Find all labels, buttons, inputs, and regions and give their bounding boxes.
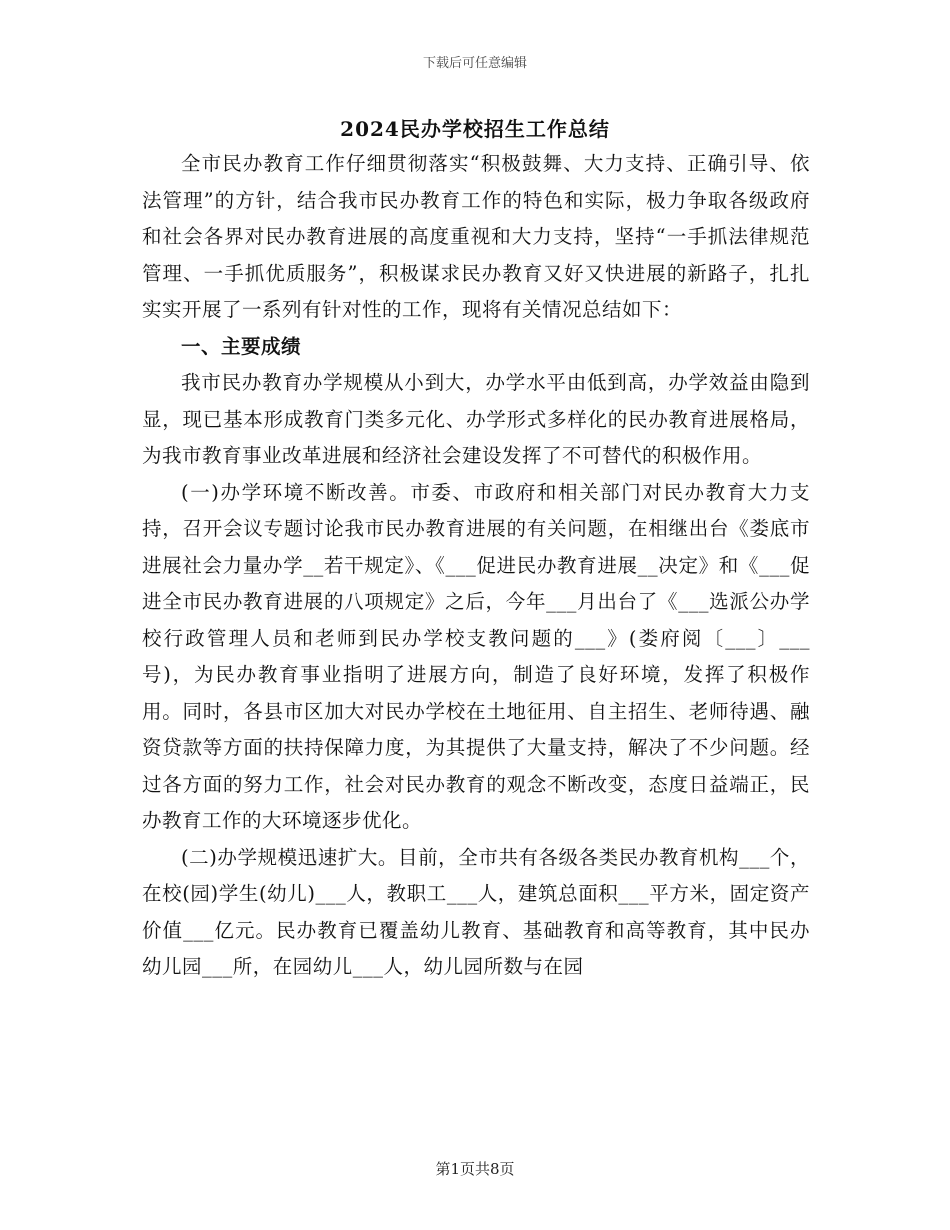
document-title: 2024民办学校招生工作总结 (340, 117, 610, 141)
page-header-note: 下载后可任意编辑 (422, 56, 527, 71)
page-number-footer: 第1页共8页 (435, 1160, 515, 1178)
achievements-summary-paragraph: 我市民办教育办学规模从小到大，办学水平由低到高，办学效益由隐到显，现已基本形成教育门类多元化、办学形式多样化的民办教育进展格局，为我市教育事业改革进展和经济社会建设发挥了不可替代的积极作用。 (142, 371, 810, 467)
environment-paragraph: (一)办学环境不断改善。市委、市政府和相关部门对民办教育大力支持，召开会议专题讨论我市民办教育进展的有关问题，在相继出台《娄底市进展社会力量办学__若干规定》、《___促进民办教育进展__决定》和《___促进全市民办教育进展的八项规定》之后，今年___月出台了《___选派公办学校行政管理人员和老师到民办学校支教问题的___》(娄府阅〔___〕___号)，为民办教育事业指明了进展方向，制造了良好环境，发挥了积极作用。同时，各县市区加大对民办学校在土地征用、自主招生、老师待遇、融资贷款等方面的扶持保障力度，为其提供了大量支持，解决了不少问题。经过各方面的努力工作，社会对民办教育的观念不断改变，态度日益端正，民办教育工作的大环境逐步优化。 (142, 480, 810, 832)
intro-paragraph: 全市民办教育工作仔细贯彻落实“积极鼓舞、大力支持、正确引导、依法管理”的方针，结合我市民办教育工作的特色和实际，极力争取各级政府和社会各界对民办教育进展的高度重视和大力支持，坚持“一手抓法律规范管理、一手抓优质服务”，积极谋求民办教育又好又快进展的新路子，扎扎实实开展了一系列有针对性的工作，现将有关情况总结如下： (142, 152, 810, 321)
scale-paragraph: (二)办学规模迅速扩大。目前，全市共有各级各类民办教育机构___个，在校(园)学生(幼儿)___人，教职工___人，建筑总面积___平方米，固定资产价值___亿元。民办教育已覆盖幼儿教育、基础教育和高等教育，其中民办幼儿园___所，在园幼儿___人，幼儿园所数与在园 (142, 845, 810, 978)
section-heading-main-achievements: 一、主要成绩 (181, 334, 302, 358)
document-body (142, 146, 810, 986)
